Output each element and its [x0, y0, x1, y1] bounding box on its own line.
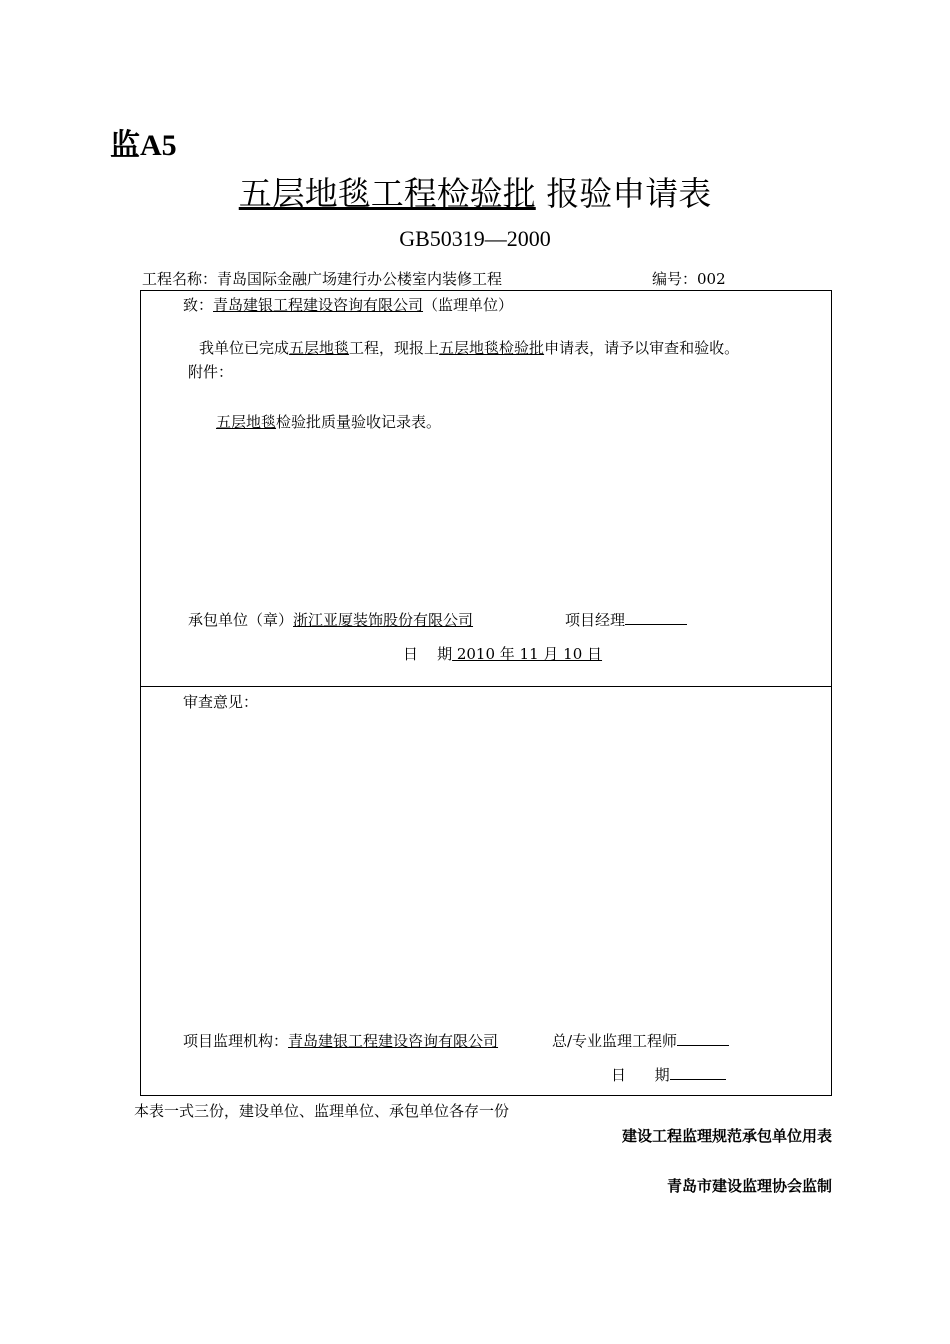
- form-issuer: 青岛市建设监理协会监制: [666, 1177, 832, 1195]
- engineer-label: 总/专业监理工程师: [552, 1032, 678, 1050]
- title-rest: 报验申请表: [535, 174, 712, 213]
- review-date-blank: [670, 1065, 726, 1080]
- engineer-line: [552, 1030, 729, 1051]
- form-number-value: 002: [697, 270, 726, 288]
- application-section: [140, 290, 832, 687]
- addressee-label: 致：: [183, 296, 214, 314]
- page-title: [0, 168, 950, 215]
- project-name-label: 工程名称：: [142, 270, 218, 288]
- form-usage: 建设工程监理规范承包单位用表: [621, 1127, 832, 1145]
- form-code-prefix: 监: [110, 128, 140, 163]
- application-date-line: [403, 643, 602, 664]
- agency-name: 青岛建银工程建设咨询有限公司: [288, 1032, 499, 1050]
- engineer-signature-blank: [677, 1031, 729, 1046]
- addressee-suffix: （监理单位）: [423, 296, 514, 314]
- body-batch: 五层地毯检验批: [439, 339, 545, 357]
- form-code: [110, 120, 177, 164]
- review-date-line: [611, 1064, 726, 1085]
- project-name-line: [142, 268, 502, 289]
- manager-label: 项目经理: [565, 611, 626, 629]
- copies-note: 本表一式三份，建设单位、监理单位、承包单位各存一份: [134, 1102, 510, 1120]
- contractor-label: 承包单位（章）: [188, 611, 294, 629]
- form-number-label: 编号：: [652, 270, 698, 288]
- title-underlined: 五层地毯工程检验批: [238, 174, 536, 213]
- body-item: 五层地毯: [289, 339, 350, 357]
- form-code-suffix: A5: [140, 129, 177, 162]
- application-date-label: 日 期: [403, 645, 453, 663]
- attachment-item-name: 五层地毯: [216, 413, 277, 431]
- addressee-line: [183, 294, 513, 315]
- agency-line: [183, 1030, 498, 1051]
- review-opinion-label: 审查意见：: [183, 693, 259, 711]
- manager-line: [565, 609, 687, 630]
- addressee-company: 青岛建银工程建设咨询有限公司: [213, 296, 424, 314]
- body-text-1: 我单位已完成: [199, 339, 290, 357]
- contractor-line: [188, 609, 473, 630]
- review-date-label: 日 期: [611, 1066, 670, 1084]
- attachment-item-rest: 检验批质量验收记录表。: [276, 413, 442, 431]
- attachment-label: 附件：: [188, 363, 234, 381]
- form-number-line: [652, 268, 726, 289]
- project-name-value: 青岛国际金融广场建行办公楼室内装修工程: [217, 270, 503, 288]
- agency-label: 项目监理机构：: [183, 1032, 289, 1050]
- body-text-2: 工程，现报上: [349, 339, 440, 357]
- body-text-3: 申请表，请予以审查和验收。: [544, 339, 740, 357]
- manager-signature-blank: [625, 610, 687, 625]
- attachment-item: [216, 411, 441, 432]
- contractor-name: 浙江亚厦装饰股份有限公司: [293, 611, 474, 629]
- review-section: [140, 686, 832, 1096]
- application-body: [199, 337, 739, 358]
- standard-code: GB50319—2000: [399, 226, 551, 251]
- application-date-value: 2010 年 11 月 10 日: [452, 645, 603, 663]
